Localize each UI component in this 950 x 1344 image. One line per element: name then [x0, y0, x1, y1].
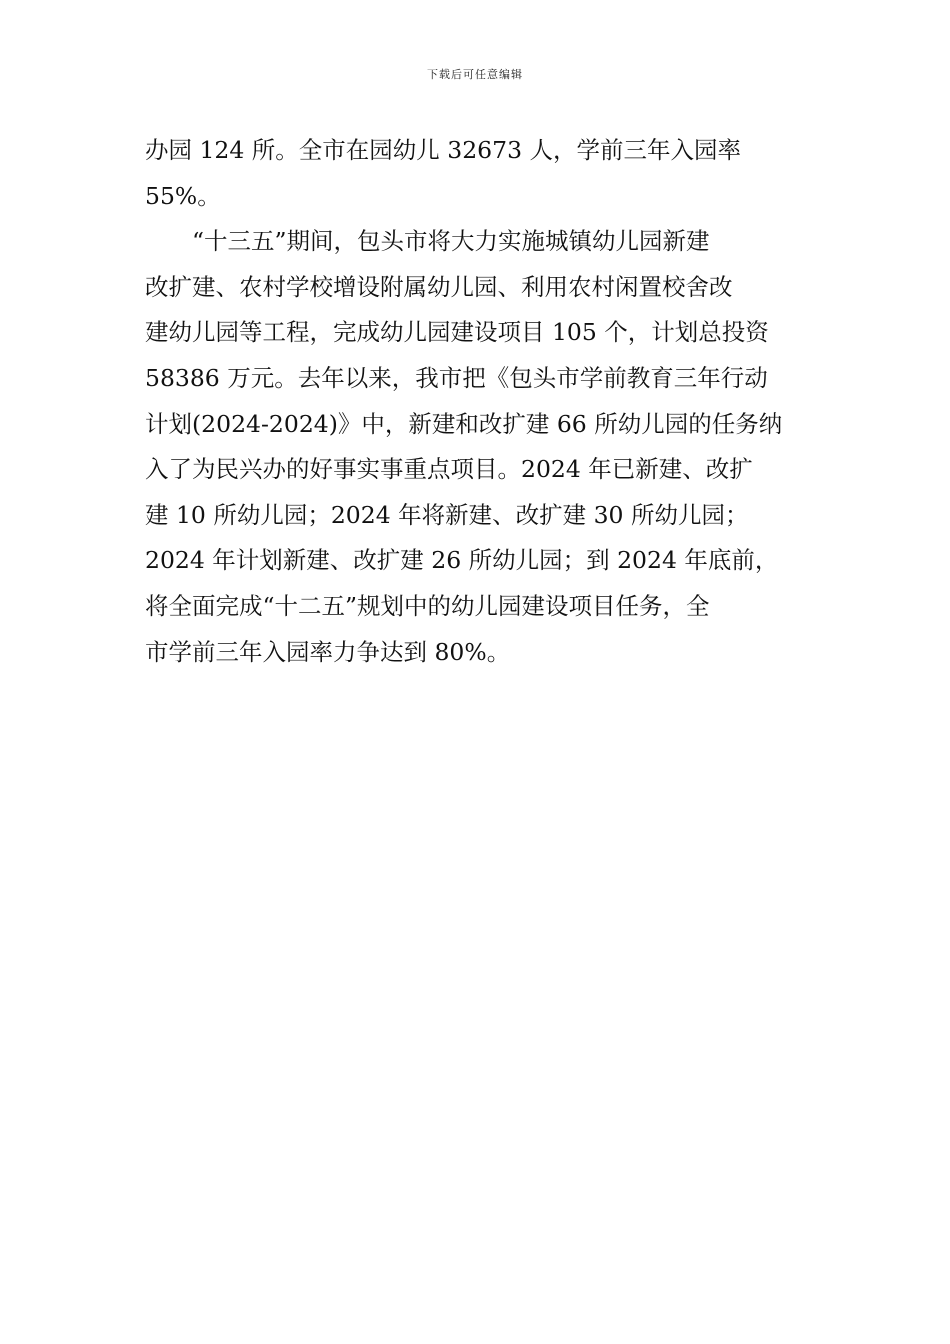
- text-line: 将全面完成“十二五”规划中的幼儿园建设项目任务，全: [145, 591, 710, 620]
- text-line: 2024 年计划新建、改扩建 26 所幼儿园；到 2024 年底前，: [145, 546, 779, 575]
- text-line: 55%。: [145, 181, 221, 210]
- text-line: “十三五”期间，包头市将大力实施城镇幼儿园新建: [192, 227, 710, 256]
- text-line: 市学前三年入园率力争达到 80%。: [145, 637, 511, 666]
- text-line: 建幼儿园等工程，完成幼儿园建设项目 105 个，计划总投资: [145, 318, 769, 347]
- text-line: 办园 124 所。全市在园幼儿 32673 人，学前三年入园率: [145, 136, 741, 164]
- text-line: 入了为民兴办的好事实事重点项目。2024 年已新建、改扩: [145, 455, 753, 484]
- paragraph-2: [145, 219, 807, 675]
- text-line: 计划(2024-2024)》中，新建和改扩建 66 所幼儿园的任务纳: [145, 409, 783, 438]
- page-header-note: 下载后可任意编辑: [427, 68, 523, 81]
- document-body: [145, 128, 807, 675]
- paragraph-1: [145, 128, 807, 219]
- text-line: 58386 万元。去年以来，我市把《包头市学前教育三年行动: [145, 363, 768, 392]
- text-line: 建 10 所幼儿园；2024 年将新建、改扩建 30 所幼儿园；: [145, 500, 749, 529]
- text-line: 改扩建、农村学校增设附属幼儿园、利用农村闲置校舍改: [145, 272, 733, 301]
